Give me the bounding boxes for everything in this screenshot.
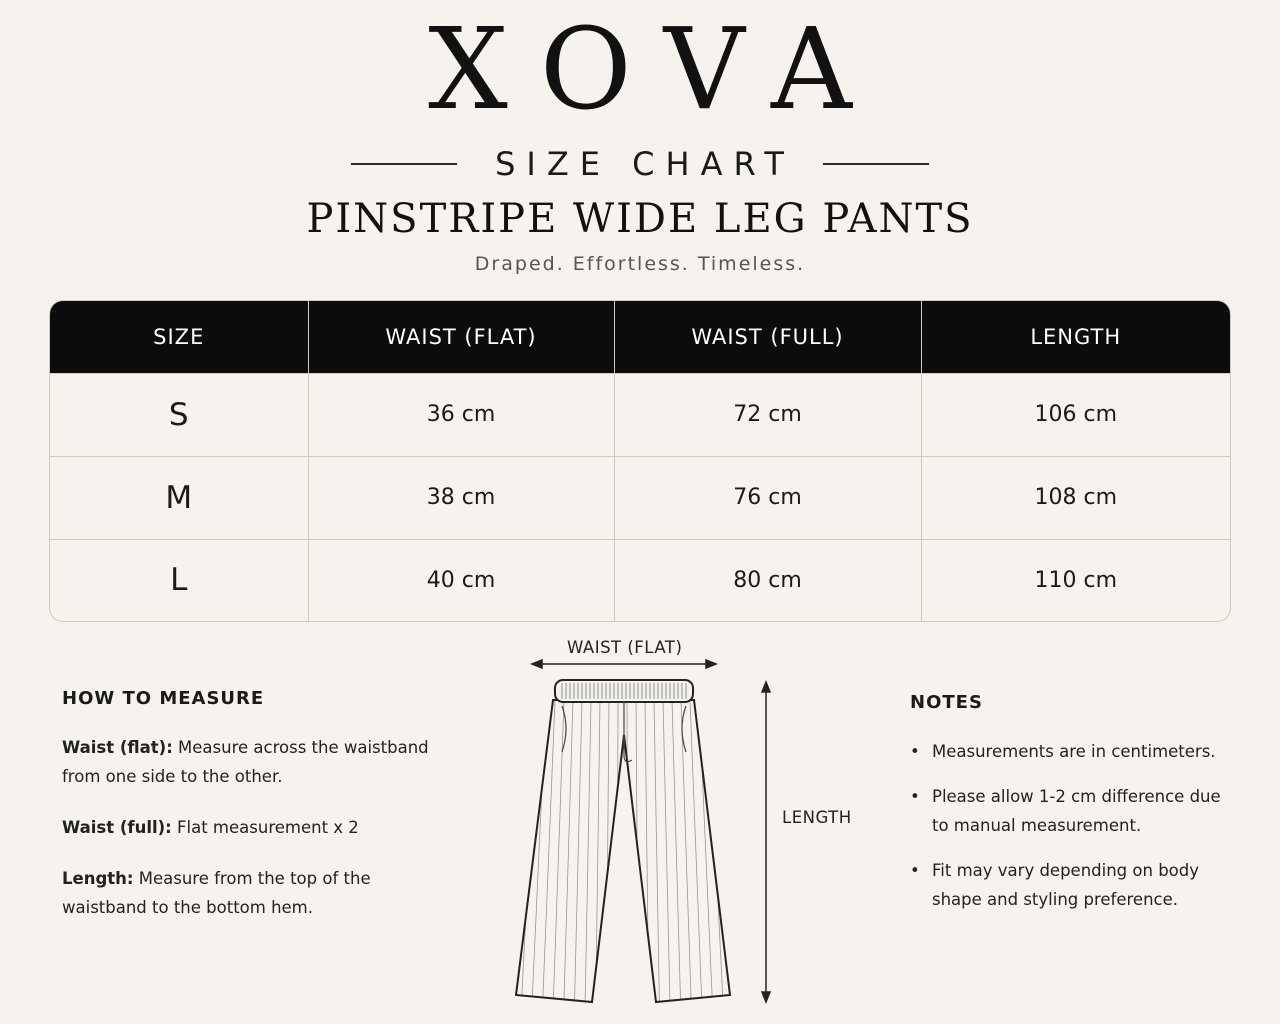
note-item: • Fit may vary depending on body shape and styling preference. <box>910 856 1240 914</box>
column-header-length: LENGTH <box>921 301 1230 374</box>
column-header-waist-full: WAIST (FULL) <box>614 301 921 374</box>
measure-instruction <box>62 813 442 842</box>
waist-flat-cell: 38 cm <box>308 456 614 539</box>
column-header-waist-flat: WAIST (FLAT) <box>308 301 614 374</box>
measure-label: Length: <box>62 869 134 888</box>
measure-text: Flat measurement x 2 <box>171 818 359 837</box>
waist-full-cell: 72 cm <box>614 374 921 457</box>
length-cell: 108 cm <box>921 456 1230 539</box>
waist-arrow <box>532 660 716 668</box>
measure-label: Waist (flat): <box>62 738 173 757</box>
table-row <box>50 456 1230 539</box>
how-to-measure <box>62 688 442 944</box>
measure-instruction <box>62 864 442 922</box>
how-to-measure-title: HOW TO MEASURE <box>62 688 265 709</box>
note-item: • Please allow 1-2 cm difference due to manual measurement. <box>910 782 1240 840</box>
table-header-row <box>50 301 1230 374</box>
measure-text: Measure across the waistband from one side to the other. <box>62 738 429 786</box>
measure-text: Measure from the top of the waistband to the bottom hem. <box>62 869 371 917</box>
measure-instruction <box>62 733 442 791</box>
notes-section <box>910 692 1240 930</box>
subtitle-row <box>0 144 1280 184</box>
subtitle-right-rule <box>823 163 929 165</box>
table-row <box>50 374 1230 457</box>
waist-full-cell: 76 cm <box>614 456 921 539</box>
tagline: Draped. Effortless. Timeless. <box>474 253 806 275</box>
subtitle-left-rule <box>351 163 457 165</box>
length-label: LENGTH <box>782 808 852 827</box>
waist-flat-cell: 40 cm <box>308 539 614 621</box>
size-cell: S <box>50 374 308 457</box>
size-cell: M <box>50 456 308 539</box>
waist-full-cell: 80 cm <box>614 539 921 621</box>
waist-flat-cell: 36 cm <box>308 374 614 457</box>
length-cell: 110 cm <box>921 539 1230 621</box>
waist-flat-label: WAIST (FLAT) <box>567 638 683 657</box>
product-title: PINSTRIPE WIDE LEG PANTS <box>306 196 974 242</box>
length-cell: 106 cm <box>921 374 1230 457</box>
pants-diagram <box>500 630 880 1020</box>
note-item: • Measurements are in centimeters. <box>910 737 1240 766</box>
size-cell: L <box>50 539 308 621</box>
measure-label: Waist (full): <box>62 818 172 837</box>
notes-title: NOTES <box>910 692 983 713</box>
brand-logo: XOVA <box>428 5 886 135</box>
table-row <box>50 539 1230 621</box>
column-header-size: SIZE <box>50 301 308 374</box>
subtitle: SIZE CHART <box>495 145 795 183</box>
size-table <box>49 300 1231 622</box>
length-arrow <box>762 682 770 1002</box>
